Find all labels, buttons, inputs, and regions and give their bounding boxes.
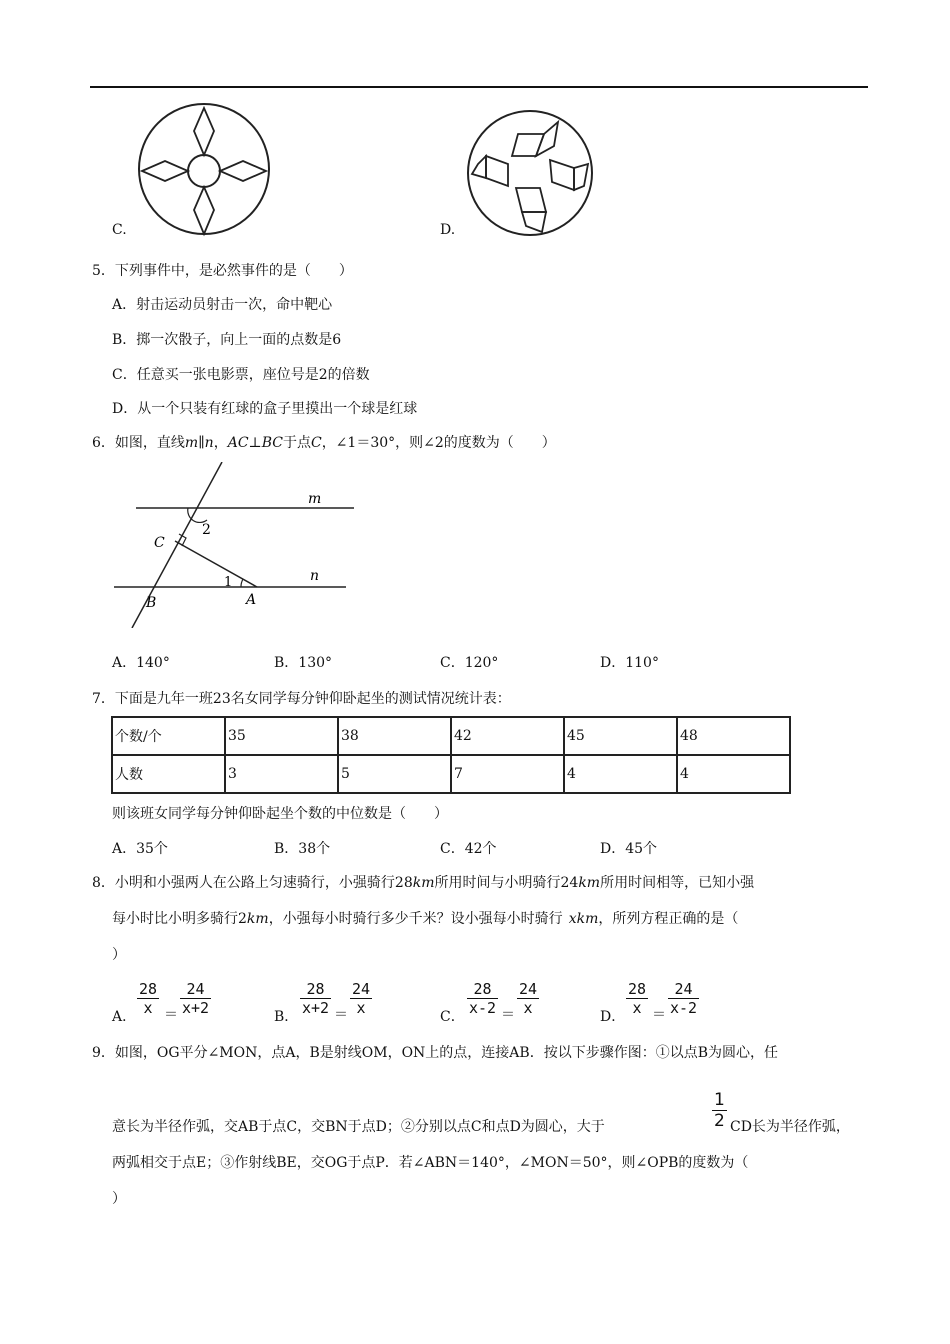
table-cell: 4 [564,755,677,793]
label-n: n [310,568,320,584]
q8-option-a-label: A． [112,1009,137,1025]
equals-sign: ＝ [334,1007,348,1023]
label-angle-1: 1 [224,575,233,590]
q7-option-b: B．38个 [274,841,331,857]
fraction: 28 x [139,980,158,1017]
figure-d [466,108,602,240]
q8-option-b-label: B． [274,1009,299,1025]
fraction: 24 x [519,980,538,1017]
table-cell: 5 [338,755,451,793]
q8-line-3: ） [112,947,126,963]
fraction: 28 x+2 [302,980,330,1017]
table-cell: 38 [338,717,451,755]
table-cell: 人数 [112,755,225,793]
q7-option-a: A．35个 [112,841,168,857]
q7-stem: 7．下面是九年一班23名女同学每分钟仰卧起坐的测试情况统计表： [92,691,511,707]
figure-c [136,98,272,238]
q8-line-1: 8．小明和小强两人在公路上匀速骑行，小强骑行28km所用时间与小明骑行24km所用时间相等，已知小强 [92,875,755,891]
option-c-label: C. [112,222,127,238]
q9-line-4: ） [112,1191,126,1207]
table-cell: 7 [451,755,564,793]
q6-option-a: A．140° [112,655,170,671]
table-cell: 42 [451,717,564,755]
table-row [112,755,790,793]
q5-stem: 5．下列事件中，是必然事件的是（ ） [92,263,353,279]
q6-figure [110,462,360,628]
label-c: C [154,535,165,551]
equals-sign: ＝ [501,1007,515,1023]
header-rule [90,86,868,88]
q7-option-d: D．45个 [600,841,658,857]
q5-option-d: D．从一个只装有红球的盒子里摸出一个球是红球 [112,401,418,417]
q7-option-c: C．42个 [440,841,497,857]
label-b: B [146,595,157,611]
equals-sign: ＝ [164,1007,178,1023]
table-cell: 35 [225,717,338,755]
q5-option-c: C．任意买一张电影票，座位号是2的倍数 [112,367,370,383]
q6-option-b: B．130° [274,655,333,671]
table-cell: 4 [677,755,790,793]
q9-line-1: 9．如图，OG平分∠MON，点A，B是射线OM，ON上的点，连接AB．按以下步骤作图：①以点B为圆心，任 [92,1045,778,1061]
q8-option-c-label: C． [440,1009,465,1025]
q6-option-d: D．110° [600,655,659,671]
q7-question: 则该班女同学每分钟仰卧起坐个数的中位数是（ ） [112,806,448,822]
q5-option-b: B．掷一次骰子，向上一面的点数是6 [112,332,342,348]
q9-line-2a: 意长为半径作弧，交AB于点C，交BN于点D；②分别以点C和点D为圆心，大于 [112,1119,605,1135]
label-angle-2: 2 [202,522,211,538]
half-fraction: 1 2 [714,1090,725,1131]
table-cell: 个数/个 [112,717,225,755]
table-cell: 3 [225,755,338,793]
fraction: 24 x [352,980,371,1017]
q8-option-d-label: D． [600,1009,626,1025]
q7-stats-table [111,716,791,794]
q5-option-a: A．射击运动员射击一次，命中靶心 [112,297,333,313]
option-d-label: D. [440,222,456,238]
fraction: 28 x-2 [469,980,497,1017]
fraction: 24 x-2 [670,980,698,1017]
q9-line-3: 两弧相交于点E；③作射线BE，交OG于点P．若∠ABN＝140°，∠MON＝50°，则∠OPB的度数为（ [112,1155,749,1171]
table-cell: 48 [677,717,790,755]
label-m: m [308,491,322,507]
fraction: 28 x [628,980,647,1017]
equals-sign: ＝ [652,1007,666,1023]
table-row [112,717,790,755]
q6-option-c: C．120° [440,655,499,671]
table-cell: 45 [564,717,677,755]
fraction: 24 x+2 [182,980,210,1017]
q9-line-2b: CD长为半径作弧， [730,1119,850,1135]
q6-stem: 6．如图，直线m∥n，AC⊥BC于点C，∠1＝30°，则∠2的度数为（ ） [92,435,556,451]
q8-line-2: 每小时比小明多骑行2km，小强每小时骑行多少千米？设小强每小时骑行 xkm，所列方程正确的是（ [112,911,739,927]
label-a: A [246,592,257,608]
